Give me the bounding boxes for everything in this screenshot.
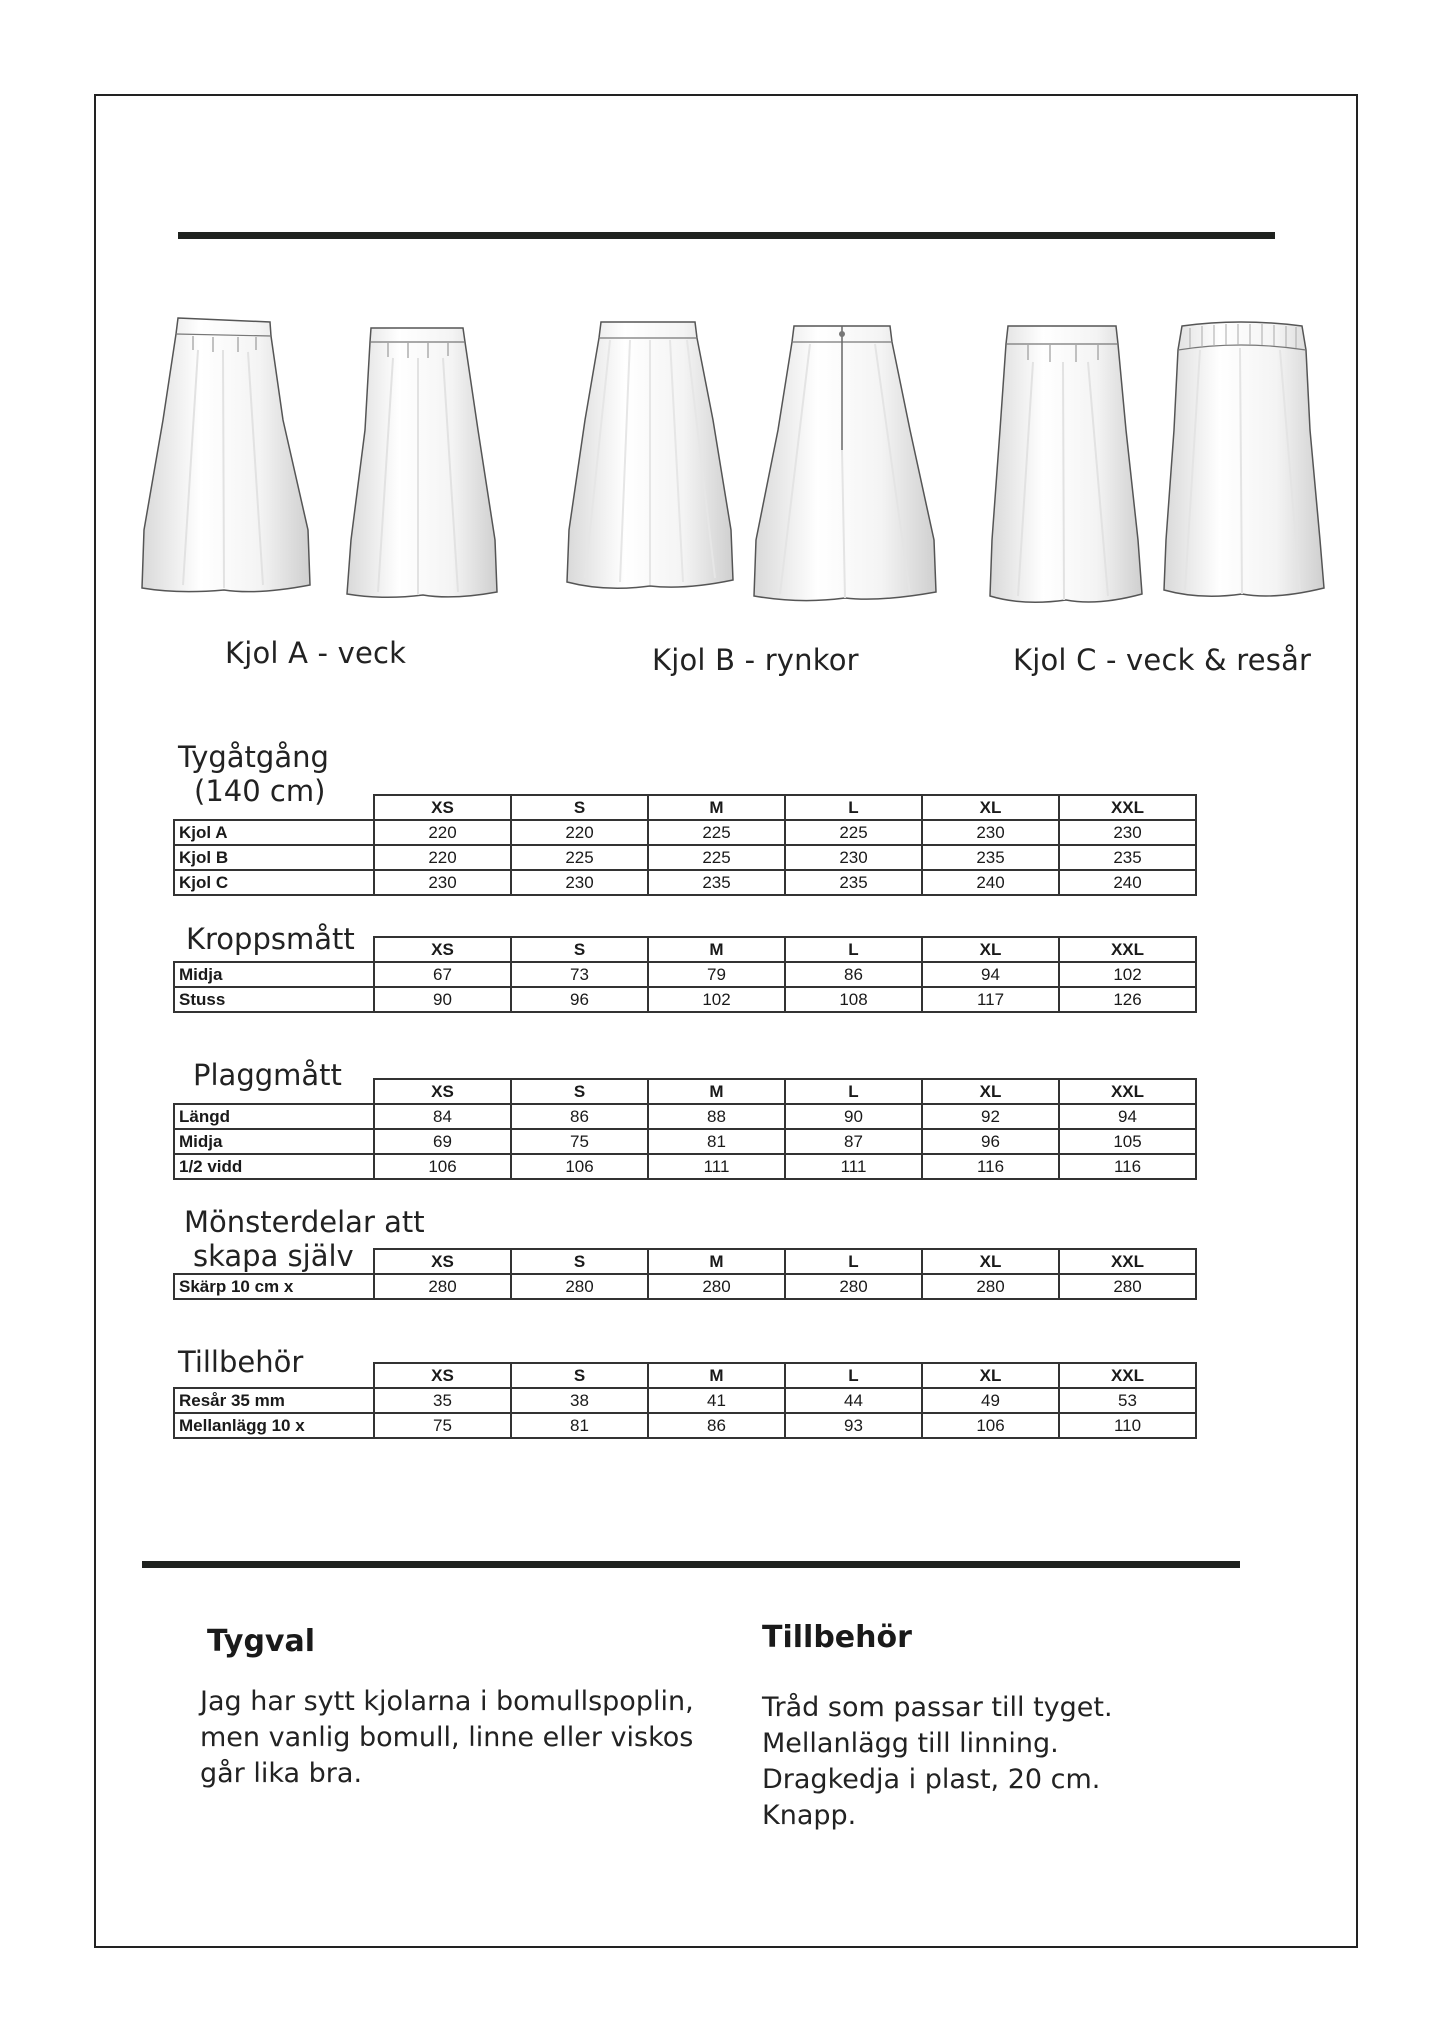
table-plaggmatt: XS S M L XL XXL Längd 84 86 88 90 92 94 Midja 69 75 81 87 96 105 1/2 vidd 106 106 111 111 116 116: [173, 1078, 1197, 1180]
caption-skirt-a: Kjol A - veck: [225, 636, 407, 670]
section-label-tygatgang: Tygåtgång (140 cm): [178, 740, 329, 808]
table-tillbehor: XS S M L XL XXL Resår 35 mm 35 38 41 44 49 53 Mellanlägg 10 x 75 81 86 93 106 110: [173, 1362, 1197, 1439]
table-row: Stuss 90 96 102 108 117 126: [174, 987, 1196, 1012]
table-monsterdelar: XS S M L XL XXL Skärp 10 cm x 280 280 280 280 280 280: [173, 1248, 1197, 1300]
table-row: Skärp 10 cm x 280 280 280 280 280 280: [174, 1274, 1196, 1299]
table-row: Midja 69 75 81 87 96 105: [174, 1129, 1196, 1154]
table-row: Midja 67 73 79 86 94 102: [174, 962, 1196, 987]
table-row: Resår 35 mm 35 38 41 44 49 53: [174, 1388, 1196, 1413]
caption-skirt-b: Kjol B - rynkor: [652, 643, 859, 677]
caption-skirt-c: Kjol C - veck & resår: [1013, 643, 1312, 677]
top-divider: [178, 232, 1275, 239]
skirt-c-back-illustration: [1160, 310, 1330, 600]
bottom-divider: [142, 1561, 1240, 1568]
skirt-c-front-illustration: [988, 310, 1148, 605]
skirt-a-front-illustration: [138, 310, 313, 600]
table-row: Längd 84 86 88 90 92 94: [174, 1104, 1196, 1129]
skirt-a-back-illustration: [343, 310, 503, 600]
table-row: 1/2 vidd 106 106 111 111 116 116: [174, 1154, 1196, 1179]
section-label-kroppsmatt: Kroppsmått: [186, 922, 355, 956]
table-kroppsmatt: XS S M L XL XXL Midja 67 73 79 86 94 102 Stuss 90 96 102 108 117 126: [173, 936, 1197, 1013]
section-label-tillbehor: Tillbehör: [178, 1345, 304, 1379]
tygval-text: Jag har sytt kjolarna i bomullspoplin, men vanlig bomull, linne eller viskos går lika bra.: [200, 1686, 694, 1789]
section-label-plaggmatt: Plaggmått: [193, 1058, 342, 1092]
skirt-b-front-illustration: [565, 310, 735, 595]
section-label-monsterdelar: Mönsterdelar att skapa själv: [184, 1205, 425, 1273]
tillbehor-text: Tråd som passar till tyget. Mellanlägg till linning. Dragkedja i plast, 20 cm. Knapp.: [762, 1692, 1113, 1831]
table-tygatgang: XS S M L XL XXL Kjol A 220 220 225 225 230 230 Kjol B 220 225 225 230 235 235 Kjol C 230 230 235 235 240 240: [173, 794, 1197, 896]
table-row: Kjol A 220 220 225 225 230 230: [174, 820, 1196, 845]
skirt-illustrations: [0, 310, 1445, 610]
tillbehor-heading: Tillbehör: [762, 1620, 912, 1655]
table-row: Kjol B 220 225 225 230 235 235: [174, 845, 1196, 870]
table-row: Kjol C 230 230 235 235 240 240: [174, 870, 1196, 895]
tygval-heading: Tygval: [207, 1624, 316, 1659]
skirt-b-back-illustration: [750, 310, 940, 605]
table-row: Mellanlägg 10 x 75 81 86 93 106 110: [174, 1413, 1196, 1438]
